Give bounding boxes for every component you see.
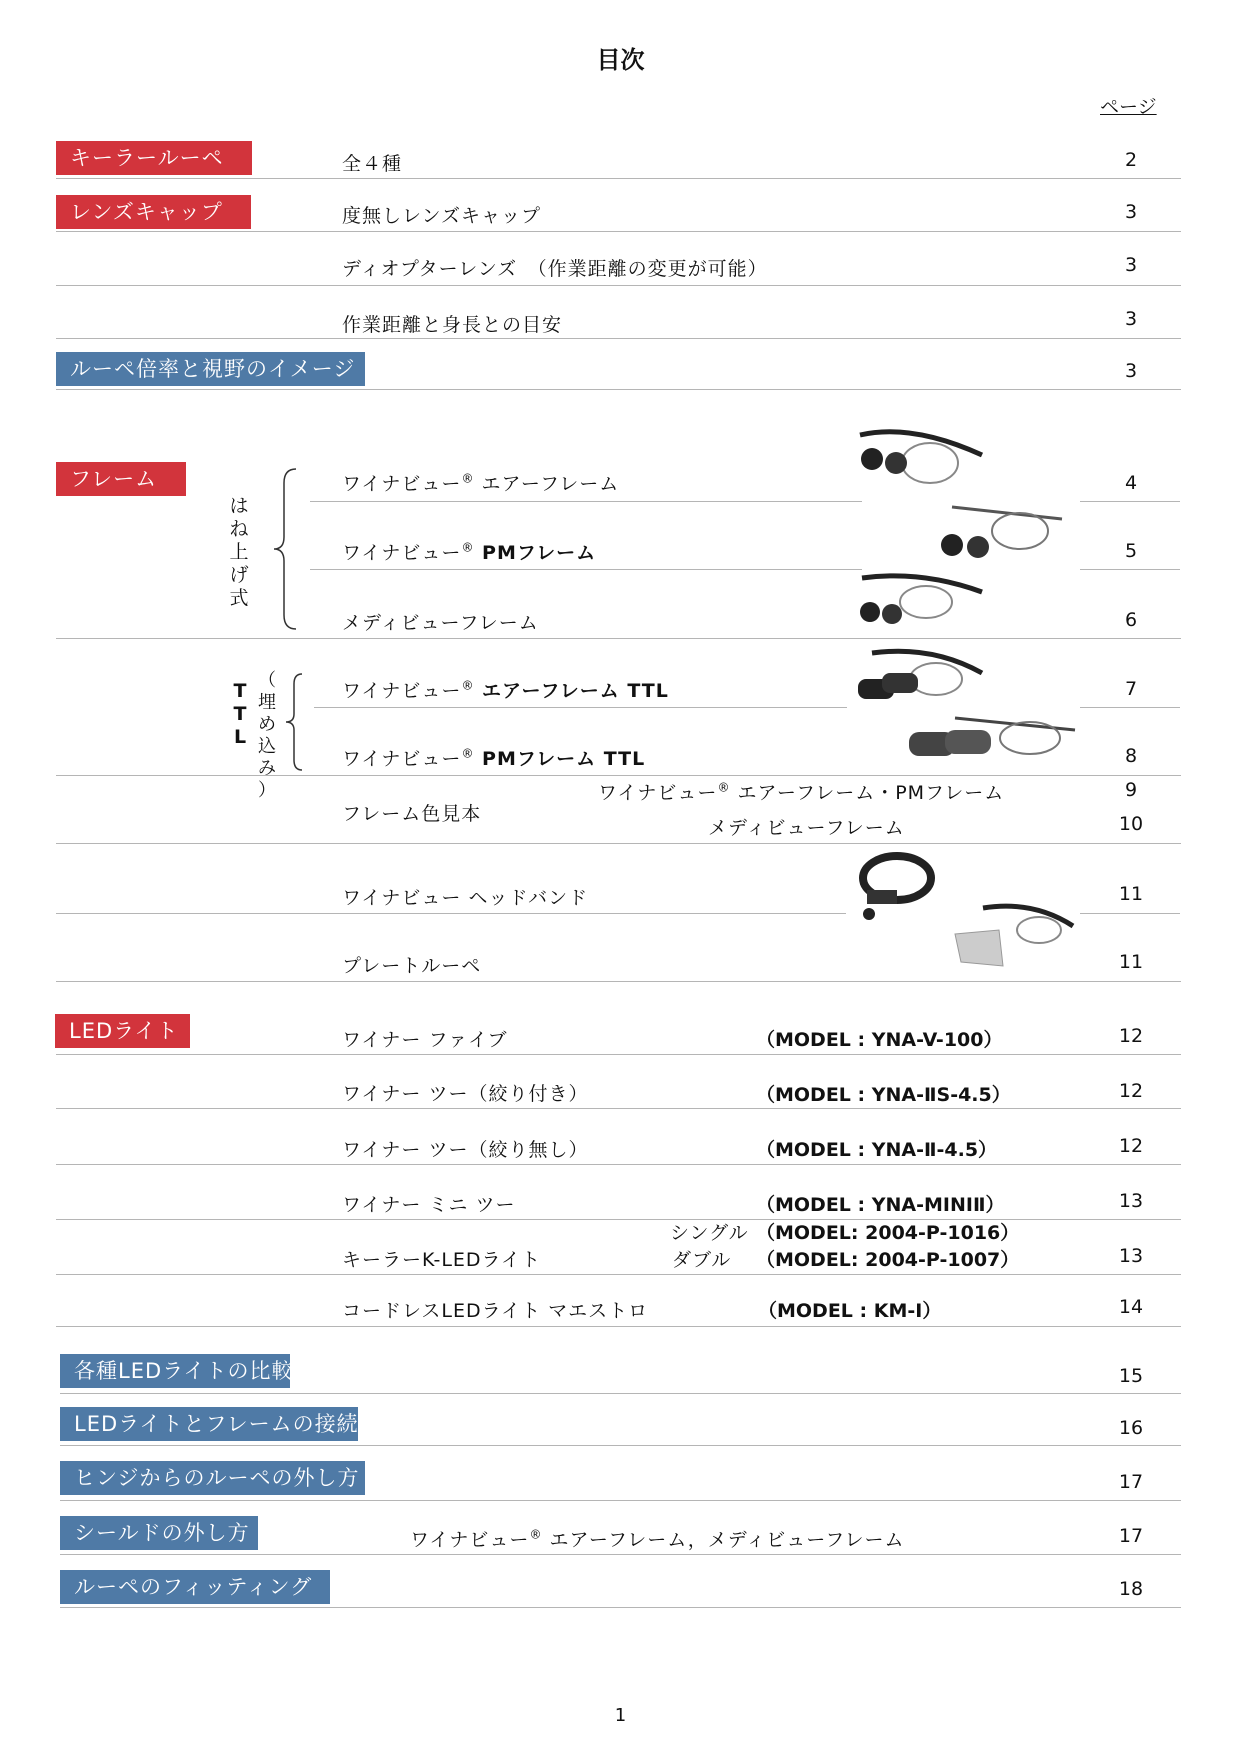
color-sample-page-1: 9 bbox=[1124, 779, 1138, 801]
section-loupe-image-badge[interactable]: ルーペ倍率と視野のイメージ bbox=[56, 352, 365, 386]
color-sample-sub-1[interactable]: ワイナビュー® エアーフレーム・PMフレーム bbox=[598, 780, 1005, 804]
divider bbox=[56, 1164, 1181, 1165]
section-frame-badge[interactable]: フレーム bbox=[56, 462, 186, 496]
divider bbox=[56, 1326, 1181, 1327]
keeler-led-item[interactable]: キーラーK-LEDライト bbox=[342, 1249, 541, 1271]
plate-loupe-photo bbox=[953, 900, 1078, 970]
frame-air-ttl-page: 7 bbox=[1124, 678, 1138, 700]
divider bbox=[310, 569, 862, 570]
section-led-badge[interactable]: LEDライト bbox=[55, 1014, 190, 1048]
plate-loupe-page: 11 bbox=[1118, 951, 1144, 973]
shield-item[interactable]: ワイナビュー® エアーフレーム，メディビューフレーム bbox=[410, 1527, 905, 1551]
ttl-label: T T L bbox=[233, 680, 247, 748]
frame-item-medi[interactable]: メディビューフレーム bbox=[342, 612, 539, 634]
brace-icon bbox=[272, 467, 300, 632]
frame-pm-page: 5 bbox=[1124, 540, 1138, 562]
loupe-image-page: 3 bbox=[1124, 360, 1138, 382]
section-connect-badge[interactable]: LEDライトとフレームの接続 bbox=[60, 1407, 358, 1441]
cordless-led-page: 14 bbox=[1118, 1296, 1144, 1318]
divider bbox=[1080, 707, 1180, 708]
section-hinge-badge[interactable]: ヒンジからのルーペの外し方 bbox=[60, 1461, 365, 1495]
divider bbox=[56, 981, 1181, 982]
divider bbox=[56, 843, 1181, 844]
lens-cap-page-1: 3 bbox=[1124, 201, 1138, 223]
keeler-led-single-model: （MODEL: 2004-P-1016） bbox=[756, 1222, 1020, 1244]
frame-pm-ttl-page: 8 bbox=[1124, 745, 1138, 767]
color-sample-sub-2[interactable]: メディビューフレーム bbox=[708, 817, 905, 839]
keeler-led-single: シングル bbox=[670, 1222, 749, 1244]
lens-cap-item-3[interactable]: 作業距離と身長との目安 bbox=[342, 314, 563, 336]
frame-color-sample[interactable]: フレーム色見本 bbox=[342, 803, 482, 825]
led-model-3: （MODEL : YNA-Ⅱ-4.5） bbox=[756, 1139, 998, 1161]
page-title: 目次 bbox=[596, 46, 645, 74]
lens-cap-page-3: 3 bbox=[1124, 308, 1138, 330]
pm-frame-ttl-photo bbox=[905, 710, 1080, 770]
hane-age-label: は ね 上 げ 式 bbox=[229, 495, 249, 609]
frame-plate-loupe[interactable]: プレートルーペ bbox=[342, 955, 482, 977]
divider bbox=[60, 1607, 1181, 1608]
divider bbox=[60, 1393, 1181, 1394]
divider bbox=[60, 1500, 1181, 1501]
led-item-4[interactable]: ワイナー ミニ ツー bbox=[342, 1194, 516, 1216]
footer-page-number: 1 bbox=[614, 1705, 627, 1726]
color-sample-page-2: 10 bbox=[1118, 813, 1144, 835]
frame-headband[interactable]: ワイナビュー ヘッドバンド bbox=[342, 887, 589, 909]
frame-item-air[interactable]: ワイナビュー® エアーフレーム bbox=[342, 471, 620, 495]
led-page-1: 12 bbox=[1118, 1025, 1144, 1047]
divider bbox=[60, 1445, 1181, 1446]
divider bbox=[1080, 913, 1180, 914]
keeler-page: 2 bbox=[1124, 149, 1138, 171]
section-shield-badge[interactable]: シールドの外し方 bbox=[60, 1516, 258, 1550]
headband-photo bbox=[847, 848, 937, 928]
divider bbox=[56, 338, 1181, 339]
led-model-4: （MODEL : YNA-MINIⅡ） bbox=[756, 1194, 1005, 1216]
pm-frame-photo bbox=[932, 495, 1072, 570]
frame-medi-page: 6 bbox=[1124, 609, 1138, 631]
keeler-led-double: ダブル bbox=[672, 1249, 732, 1271]
divider bbox=[56, 913, 846, 914]
divider bbox=[1080, 569, 1180, 570]
divider bbox=[56, 1054, 1181, 1055]
divider bbox=[56, 178, 1181, 179]
led-item-1[interactable]: ワイナー ファイブ bbox=[342, 1029, 508, 1051]
divider bbox=[56, 285, 1181, 286]
divider bbox=[56, 1108, 1181, 1109]
fitting-page: 18 bbox=[1118, 1578, 1144, 1600]
lens-cap-page-2: 3 bbox=[1124, 254, 1138, 276]
lens-cap-item-1[interactable]: 度無しレンズキャップ bbox=[342, 205, 541, 227]
air-frame-ttl-photo bbox=[852, 645, 992, 715]
compare-page: 15 bbox=[1118, 1365, 1144, 1387]
cordless-led-item[interactable]: コードレスLEDライト マエストロ bbox=[342, 1300, 649, 1322]
keeler-led-page: 13 bbox=[1118, 1245, 1144, 1267]
divider bbox=[56, 389, 1181, 390]
led-page-3: 12 bbox=[1118, 1135, 1144, 1157]
frame-air-page: 4 bbox=[1124, 472, 1138, 494]
divider bbox=[56, 231, 1181, 232]
brace-icon bbox=[284, 672, 306, 772]
frame-item-air-ttl[interactable]: ワイナビュー® エアーフレーム TTL bbox=[342, 678, 669, 702]
shield-page: 17 bbox=[1118, 1525, 1144, 1547]
led-page-2: 12 bbox=[1118, 1080, 1144, 1102]
divider bbox=[314, 707, 847, 708]
divider bbox=[56, 638, 1181, 639]
section-keeler-badge[interactable]: キーラールーペ bbox=[56, 141, 252, 175]
led-item-2[interactable]: ワイナー ツー（絞り付き） bbox=[342, 1083, 589, 1105]
section-fitting-badge[interactable]: ルーペのフィッティング bbox=[60, 1570, 330, 1604]
cordless-led-model: （MODEL : KM-I） bbox=[758, 1300, 942, 1322]
frame-item-pm-ttl[interactable]: ワイナビュー® PMフレーム TTL bbox=[342, 746, 646, 770]
frame-item-pm[interactable]: ワイナビュー® PMフレーム bbox=[342, 540, 597, 564]
headband-page: 11 bbox=[1118, 883, 1144, 905]
led-model-2: （MODEL : YNA-ⅡS-4.5） bbox=[756, 1084, 1011, 1106]
air-frame-photo bbox=[852, 425, 992, 505]
hinge-page: 17 bbox=[1118, 1471, 1144, 1493]
led-model-1: （MODEL : YNA-V-100） bbox=[756, 1029, 1003, 1051]
page-column-label: ページ bbox=[1100, 96, 1157, 118]
medi-frame-photo bbox=[852, 570, 992, 635]
lens-cap-item-2[interactable]: ディオプターレンズ （作業距離の変更が可能） bbox=[342, 258, 768, 280]
divider bbox=[1080, 501, 1180, 502]
section-lens-cap-badge[interactable]: レンズキャップ bbox=[56, 195, 251, 229]
divider bbox=[60, 1554, 1181, 1555]
led-item-3[interactable]: ワイナー ツー（絞り無し） bbox=[342, 1139, 589, 1161]
keeler-item[interactable]: 全４種 bbox=[342, 153, 403, 175]
keeler-led-double-model: （MODEL: 2004-P-1007） bbox=[756, 1249, 1020, 1271]
divider bbox=[310, 501, 862, 502]
led-page-4: 13 bbox=[1118, 1190, 1144, 1212]
umekomi-label: （ 埋 め 込 み ） bbox=[258, 670, 276, 801]
divider bbox=[56, 1274, 1181, 1275]
connect-page: 16 bbox=[1118, 1417, 1144, 1439]
divider bbox=[56, 775, 1181, 776]
section-compare-badge[interactable]: 各種LEDライトの比較 bbox=[60, 1354, 290, 1388]
